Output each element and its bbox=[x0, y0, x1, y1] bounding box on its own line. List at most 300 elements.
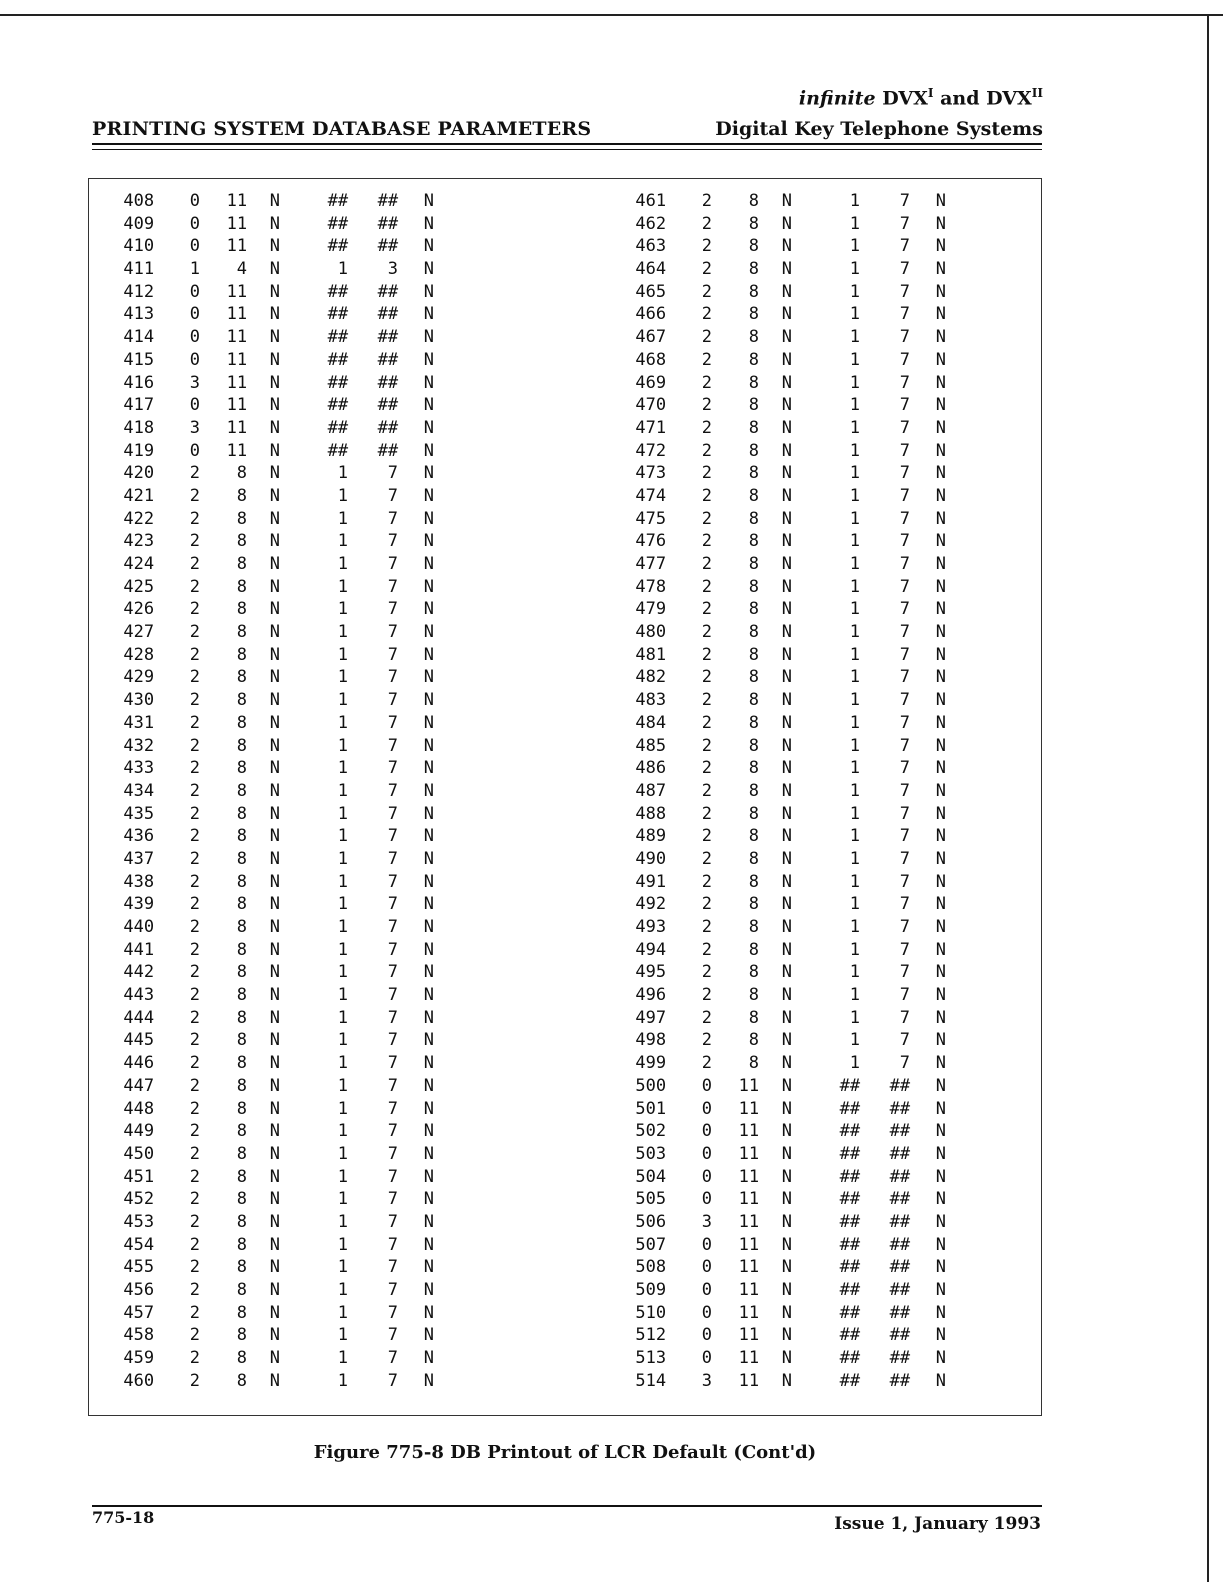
cell-field-c: N bbox=[269, 622, 281, 643]
cell-field-c: N bbox=[781, 1166, 793, 1187]
cell-entry-number: 505 bbox=[635, 1189, 667, 1210]
cell-field-d: 1 bbox=[849, 780, 861, 801]
product-title bbox=[799, 86, 1043, 109]
cell-field-c: N bbox=[269, 1302, 281, 1323]
cell-field-a: 2 bbox=[701, 939, 713, 960]
cell-entry-number: 461 bbox=[635, 191, 667, 211]
cell-field-b: 8 bbox=[236, 803, 248, 824]
cell-field-d: 1 bbox=[849, 349, 861, 370]
cell-field-b: 8 bbox=[236, 644, 248, 665]
cell-field-f: N bbox=[423, 1325, 435, 1346]
cell-field-b: 8 bbox=[236, 576, 248, 597]
cell-field-a: 2 bbox=[189, 690, 201, 711]
cell-field-d: 1 bbox=[849, 1007, 861, 1028]
cell-entry-number: 514 bbox=[635, 1370, 667, 1391]
cell-field-b: 8 bbox=[748, 349, 760, 370]
cell-field-b: 8 bbox=[748, 871, 760, 892]
cell-field-b: 11 bbox=[226, 236, 248, 257]
cell-field-b: 11 bbox=[738, 1370, 760, 1391]
cell-field-e: 7 bbox=[387, 1053, 399, 1074]
cell-field-c: N bbox=[781, 826, 793, 847]
cell-field-a: 2 bbox=[189, 1348, 201, 1369]
cell-field-e: 7 bbox=[387, 780, 399, 801]
cell-field-c: N bbox=[781, 758, 793, 779]
cell-entry-number: 439 bbox=[123, 894, 155, 915]
cell-entry-number: 438 bbox=[123, 871, 155, 892]
footer-rule bbox=[92, 1505, 1042, 1507]
cell-field-e: 7 bbox=[899, 1053, 911, 1074]
cell-field-d: 1 bbox=[337, 939, 349, 960]
cell-entry-number: 486 bbox=[635, 758, 667, 779]
cell-field-d: ## bbox=[839, 1257, 861, 1278]
cell-field-a: 2 bbox=[189, 1053, 201, 1074]
cell-field-b: 8 bbox=[236, 735, 248, 756]
cell-field-e: 7 bbox=[387, 463, 399, 484]
cell-field-e: 7 bbox=[387, 1121, 399, 1142]
cell-field-a: 2 bbox=[701, 576, 713, 597]
cell-field-f: N bbox=[423, 463, 435, 484]
cell-entry-number: 409 bbox=[123, 213, 155, 234]
cell-field-d: 1 bbox=[337, 599, 349, 620]
cell-field-d: 1 bbox=[849, 463, 861, 484]
cell-field-e: ## bbox=[377, 327, 399, 348]
cell-entry-number: 444 bbox=[123, 1007, 155, 1028]
cell-field-d: 1 bbox=[849, 508, 861, 529]
cell-field-f: N bbox=[423, 622, 435, 643]
cell-field-b: 8 bbox=[236, 1121, 248, 1142]
cell-field-c: N bbox=[781, 712, 793, 733]
cell-field-e: ## bbox=[889, 1234, 911, 1255]
cell-field-e: 7 bbox=[899, 894, 911, 915]
cell-field-f: N bbox=[423, 1007, 435, 1028]
cell-field-c: N bbox=[781, 508, 793, 529]
cell-field-b: 11 bbox=[226, 417, 248, 438]
cell-entry-number: 504 bbox=[635, 1166, 667, 1187]
cell-field-e: 7 bbox=[387, 1211, 399, 1232]
cell-field-e: 7 bbox=[899, 304, 911, 325]
cell-field-b: 8 bbox=[748, 395, 760, 416]
cell-field-b: 8 bbox=[748, 758, 760, 779]
cell-field-a: 2 bbox=[701, 372, 713, 393]
cell-field-f: N bbox=[935, 848, 947, 869]
cell-entry-number: 429 bbox=[123, 667, 155, 688]
cell-field-c: N bbox=[269, 917, 281, 937]
cell-field-a: 2 bbox=[189, 962, 201, 983]
cell-field-c: N bbox=[781, 236, 793, 257]
cell-field-b: 8 bbox=[748, 463, 760, 484]
cell-field-e: 7 bbox=[387, 1280, 399, 1300]
cell-field-a: 0 bbox=[189, 304, 201, 325]
cell-field-f: N bbox=[423, 440, 435, 461]
cell-field-a: 2 bbox=[189, 871, 201, 892]
cell-entry-number: 452 bbox=[123, 1189, 155, 1210]
cell-field-d: ## bbox=[327, 304, 349, 325]
cell-field-e: 7 bbox=[899, 939, 911, 960]
cell-field-e: ## bbox=[889, 1325, 911, 1346]
cell-field-e: 7 bbox=[899, 599, 911, 620]
cell-field-b: 8 bbox=[748, 417, 760, 438]
cell-field-c: N bbox=[269, 871, 281, 892]
cell-field-f: N bbox=[935, 304, 947, 325]
cell-field-b: 11 bbox=[738, 1302, 760, 1323]
cell-field-f: N bbox=[935, 1370, 947, 1391]
cell-field-b: 8 bbox=[236, 554, 248, 574]
cell-field-f: N bbox=[935, 1234, 947, 1255]
cell-field-f: N bbox=[423, 485, 435, 506]
cell-entry-number: 499 bbox=[635, 1053, 667, 1074]
cell-field-d: 1 bbox=[337, 554, 349, 574]
cell-entry-number: 456 bbox=[123, 1280, 155, 1300]
cell-field-e: ## bbox=[889, 1211, 911, 1232]
product-subtitle: Digital Key Telephone Systems bbox=[715, 118, 1043, 140]
cell-field-f: N bbox=[423, 304, 435, 325]
cell-field-c: N bbox=[269, 1098, 281, 1119]
cell-field-e: 7 bbox=[387, 690, 399, 711]
cell-field-c: N bbox=[781, 1348, 793, 1369]
cell-field-e: 7 bbox=[387, 508, 399, 529]
cell-field-f: N bbox=[935, 826, 947, 847]
cell-field-c: N bbox=[269, 1325, 281, 1346]
cell-field-c: N bbox=[269, 304, 281, 325]
cell-field-f: N bbox=[935, 939, 947, 960]
cell-entry-number: 410 bbox=[123, 236, 155, 257]
cell-field-f: N bbox=[423, 349, 435, 370]
cell-entry-number: 419 bbox=[123, 440, 155, 461]
cell-field-d: 1 bbox=[337, 1075, 349, 1096]
cell-field-e: 7 bbox=[387, 985, 399, 1006]
cell-field-a: 2 bbox=[189, 712, 201, 733]
cell-field-b: 8 bbox=[748, 894, 760, 915]
cell-field-c: N bbox=[781, 1121, 793, 1142]
cell-entry-number: 446 bbox=[123, 1053, 155, 1074]
cell-field-e: 7 bbox=[899, 826, 911, 847]
cell-field-a: 0 bbox=[701, 1325, 713, 1346]
figure-caption: Figure 775-8 DB Printout of LCR Default (Cont'd) bbox=[313, 1442, 817, 1463]
cell-field-b: 11 bbox=[738, 1121, 760, 1142]
cell-field-b: 8 bbox=[236, 690, 248, 711]
cell-field-e: 7 bbox=[387, 644, 399, 665]
cell-entry-number: 507 bbox=[635, 1234, 667, 1255]
cell-field-d: ## bbox=[327, 213, 349, 234]
cell-field-f: N bbox=[423, 1189, 435, 1210]
cell-entry-number: 441 bbox=[123, 939, 155, 960]
cell-field-c: N bbox=[269, 985, 281, 1006]
cell-field-c: N bbox=[781, 962, 793, 983]
cell-field-c: N bbox=[781, 1098, 793, 1119]
cell-field-f: N bbox=[935, 259, 947, 280]
cell-field-c: N bbox=[269, 1234, 281, 1255]
cell-field-c: N bbox=[781, 304, 793, 325]
product-title-sup1: I bbox=[927, 86, 934, 100]
cell-entry-number: 437 bbox=[123, 848, 155, 869]
cell-field-e: 7 bbox=[899, 372, 911, 393]
cell-field-d: 1 bbox=[337, 1325, 349, 1346]
cell-field-c: N bbox=[269, 1348, 281, 1369]
cell-field-e: ## bbox=[889, 1302, 911, 1323]
cell-entry-number: 443 bbox=[123, 985, 155, 1006]
cell-field-b: 8 bbox=[748, 508, 760, 529]
cell-field-d: 1 bbox=[849, 803, 861, 824]
cell-entry-number: 512 bbox=[635, 1325, 667, 1346]
cell-entry-number: 416 bbox=[123, 372, 155, 393]
cell-field-f: N bbox=[935, 508, 947, 529]
cell-field-c: N bbox=[781, 327, 793, 348]
cell-field-d: 1 bbox=[849, 395, 861, 416]
cell-entry-number: 415 bbox=[123, 349, 155, 370]
cell-field-f: N bbox=[935, 780, 947, 801]
cell-field-e: ## bbox=[889, 1257, 911, 1278]
cell-field-f: N bbox=[423, 1280, 435, 1300]
cell-field-d: 1 bbox=[337, 1348, 349, 1369]
cell-field-a: 2 bbox=[701, 622, 713, 643]
cell-field-e: 7 bbox=[387, 485, 399, 506]
cell-field-b: 8 bbox=[748, 712, 760, 733]
cell-field-d: ## bbox=[839, 1143, 861, 1164]
cell-field-f: N bbox=[423, 894, 435, 915]
cell-field-e: 7 bbox=[387, 962, 399, 983]
cell-field-f: N bbox=[423, 554, 435, 574]
cell-entry-number: 479 bbox=[635, 599, 667, 620]
cell-field-a: 2 bbox=[701, 803, 713, 824]
cell-field-c: N bbox=[781, 1234, 793, 1255]
cell-field-a: 3 bbox=[701, 1211, 713, 1232]
cell-field-c: N bbox=[269, 327, 281, 348]
cell-entry-number: 414 bbox=[123, 327, 155, 348]
cell-field-b: 11 bbox=[738, 1325, 760, 1346]
cell-field-a: 2 bbox=[701, 712, 713, 733]
cell-field-e: 7 bbox=[899, 758, 911, 779]
cell-field-c: N bbox=[269, 848, 281, 869]
cell-field-a: 2 bbox=[701, 304, 713, 325]
cell-field-e: ## bbox=[377, 304, 399, 325]
cell-field-d: 1 bbox=[849, 735, 861, 756]
cell-entry-number: 442 bbox=[123, 962, 155, 983]
cell-field-e: 7 bbox=[387, 735, 399, 756]
cell-field-b: 8 bbox=[748, 531, 760, 552]
cell-field-f: N bbox=[935, 622, 947, 643]
cell-field-c: N bbox=[781, 281, 793, 302]
cell-field-a: 2 bbox=[189, 1325, 201, 1346]
cell-field-b: 11 bbox=[226, 349, 248, 370]
cell-field-d: 1 bbox=[337, 485, 349, 506]
cell-field-b: 8 bbox=[748, 554, 760, 574]
cell-entry-number: 460 bbox=[123, 1370, 155, 1391]
cell-field-f: N bbox=[935, 485, 947, 506]
cell-field-d: 1 bbox=[849, 690, 861, 711]
cell-entry-number: 428 bbox=[123, 644, 155, 665]
cell-field-d: 1 bbox=[849, 554, 861, 574]
cell-field-b: 8 bbox=[236, 917, 248, 937]
cell-entry-number: 509 bbox=[635, 1280, 667, 1300]
cell-field-c: N bbox=[269, 259, 281, 280]
cell-field-f: N bbox=[935, 349, 947, 370]
cell-field-b: 8 bbox=[236, 871, 248, 892]
cell-field-b: 11 bbox=[738, 1189, 760, 1210]
cell-field-c: N bbox=[269, 667, 281, 688]
cell-field-a: 2 bbox=[189, 985, 201, 1006]
cell-field-f: N bbox=[423, 780, 435, 801]
cell-field-c: N bbox=[781, 576, 793, 597]
cell-field-a: 2 bbox=[189, 508, 201, 529]
cell-field-b: 8 bbox=[236, 1211, 248, 1232]
cell-field-d: ## bbox=[327, 191, 349, 211]
cell-field-e: 7 bbox=[387, 1257, 399, 1278]
cell-field-e: 7 bbox=[899, 690, 911, 711]
cell-field-e: 7 bbox=[387, 1143, 399, 1164]
cell-field-c: N bbox=[781, 1143, 793, 1164]
cell-field-d: 1 bbox=[337, 712, 349, 733]
cell-field-f: N bbox=[935, 281, 947, 302]
cell-field-b: 8 bbox=[236, 1007, 248, 1028]
cell-field-e: 7 bbox=[387, 1302, 399, 1323]
cell-entry-number: 463 bbox=[635, 236, 667, 257]
cell-field-d: 1 bbox=[849, 985, 861, 1006]
cell-field-c: N bbox=[781, 667, 793, 688]
cell-field-e: 7 bbox=[899, 417, 911, 438]
cell-field-f: N bbox=[935, 690, 947, 711]
cell-field-c: N bbox=[269, 236, 281, 257]
cell-field-b: 11 bbox=[738, 1280, 760, 1300]
cell-entry-number: 453 bbox=[123, 1211, 155, 1232]
cell-field-f: N bbox=[423, 1234, 435, 1255]
cell-field-f: N bbox=[935, 735, 947, 756]
cell-field-f: N bbox=[423, 1053, 435, 1074]
cell-field-b: 8 bbox=[236, 1189, 248, 1210]
cell-field-d: 1 bbox=[849, 826, 861, 847]
cell-field-d: 1 bbox=[337, 917, 349, 937]
cell-field-d: ## bbox=[839, 1075, 861, 1096]
cell-field-d: 1 bbox=[337, 1053, 349, 1074]
cell-field-d: 1 bbox=[337, 735, 349, 756]
cell-entry-number: 411 bbox=[123, 259, 155, 280]
cell-field-f: N bbox=[423, 191, 435, 211]
cell-field-d: 1 bbox=[337, 871, 349, 892]
cell-field-b: 8 bbox=[748, 599, 760, 620]
cell-field-f: N bbox=[423, 871, 435, 892]
cell-field-f: N bbox=[423, 758, 435, 779]
cell-entry-number: 475 bbox=[635, 508, 667, 529]
cell-field-a: 3 bbox=[189, 372, 201, 393]
cell-field-d: 1 bbox=[849, 599, 861, 620]
cell-field-a: 2 bbox=[189, 485, 201, 506]
cell-field-e: 7 bbox=[899, 395, 911, 416]
cell-entry-number: 513 bbox=[635, 1348, 667, 1369]
cell-field-c: N bbox=[269, 894, 281, 915]
cell-field-c: N bbox=[269, 1211, 281, 1232]
cell-field-d: 1 bbox=[337, 576, 349, 597]
cell-field-e: 7 bbox=[899, 213, 911, 234]
cell-field-b: 8 bbox=[748, 826, 760, 847]
cell-field-a: 2 bbox=[701, 463, 713, 484]
cell-entry-number: 466 bbox=[635, 304, 667, 325]
cell-entry-number: 458 bbox=[123, 1325, 155, 1346]
cell-field-f: N bbox=[935, 599, 947, 620]
cell-field-f: N bbox=[935, 1098, 947, 1119]
cell-field-c: N bbox=[781, 349, 793, 370]
cell-field-a: 2 bbox=[189, 758, 201, 779]
cell-field-f: N bbox=[935, 395, 947, 416]
cell-field-d: 1 bbox=[337, 894, 349, 915]
cell-field-f: N bbox=[935, 1166, 947, 1187]
cell-field-c: N bbox=[781, 372, 793, 393]
cell-entry-number: 464 bbox=[635, 259, 667, 280]
product-title-sup2: II bbox=[1031, 86, 1043, 100]
cell-field-d: ## bbox=[327, 372, 349, 393]
cell-entry-number: 497 bbox=[635, 1007, 667, 1028]
cell-field-b: 8 bbox=[748, 644, 760, 665]
cell-field-b: 8 bbox=[236, 599, 248, 620]
cell-entry-number: 462 bbox=[635, 213, 667, 234]
section-title: PRINTING SYSTEM DATABASE PARAMETERS bbox=[92, 118, 592, 140]
cell-field-c: N bbox=[781, 803, 793, 824]
cell-field-f: N bbox=[935, 1211, 947, 1232]
cell-field-e: 7 bbox=[899, 712, 911, 733]
cell-entry-number: 423 bbox=[123, 531, 155, 552]
cell-field-d: 1 bbox=[337, 644, 349, 665]
cell-field-d: 1 bbox=[337, 1166, 349, 1187]
cell-field-d: 1 bbox=[337, 1121, 349, 1142]
cell-field-d: 1 bbox=[337, 1189, 349, 1210]
cell-field-f: N bbox=[423, 939, 435, 960]
cell-field-d: ## bbox=[327, 395, 349, 416]
cell-field-d: 1 bbox=[849, 622, 861, 643]
cell-entry-number: 440 bbox=[123, 917, 155, 937]
cell-field-e: 7 bbox=[899, 848, 911, 869]
cell-field-d: 1 bbox=[849, 485, 861, 506]
cell-field-d: 1 bbox=[337, 1007, 349, 1028]
cell-field-e: 7 bbox=[387, 917, 399, 937]
cell-field-d: 1 bbox=[337, 826, 349, 847]
cell-field-c: N bbox=[781, 644, 793, 665]
cell-field-c: N bbox=[269, 1007, 281, 1028]
product-title-mid: and DVX bbox=[933, 87, 1032, 110]
cell-field-f: N bbox=[423, 712, 435, 733]
cell-field-f: N bbox=[423, 985, 435, 1006]
cell-field-a: 0 bbox=[701, 1075, 713, 1096]
cell-field-e: ## bbox=[889, 1143, 911, 1164]
cell-field-d: ## bbox=[839, 1121, 861, 1142]
cell-field-f: N bbox=[423, 259, 435, 280]
cell-field-b: 8 bbox=[748, 485, 760, 506]
cell-field-e: 7 bbox=[387, 1166, 399, 1187]
cell-field-d: 1 bbox=[849, 894, 861, 915]
cell-field-f: N bbox=[423, 395, 435, 416]
cell-field-d: 1 bbox=[849, 304, 861, 325]
cell-field-a: 2 bbox=[701, 599, 713, 620]
cell-field-f: N bbox=[935, 1121, 947, 1142]
cell-field-d: 1 bbox=[337, 848, 349, 869]
cell-field-f: N bbox=[935, 1257, 947, 1278]
cell-field-a: 2 bbox=[701, 259, 713, 280]
cell-field-e: 7 bbox=[899, 531, 911, 552]
cell-field-d: ## bbox=[327, 349, 349, 370]
cell-field-c: N bbox=[269, 191, 281, 211]
cell-field-f: N bbox=[423, 327, 435, 348]
cell-field-c: N bbox=[269, 735, 281, 756]
cell-field-b: 11 bbox=[738, 1211, 760, 1232]
cell-entry-number: 435 bbox=[123, 803, 155, 824]
cell-field-f: N bbox=[423, 667, 435, 688]
cell-field-a: 2 bbox=[189, 1370, 201, 1391]
cell-field-e: ## bbox=[377, 236, 399, 257]
cell-field-a: 2 bbox=[189, 599, 201, 620]
cell-field-d: ## bbox=[839, 1370, 861, 1391]
cell-field-b: 11 bbox=[738, 1348, 760, 1369]
cell-field-f: N bbox=[935, 1030, 947, 1051]
cell-field-b: 11 bbox=[226, 372, 248, 393]
cell-field-e: 7 bbox=[899, 463, 911, 484]
cell-field-a: 2 bbox=[189, 1007, 201, 1028]
